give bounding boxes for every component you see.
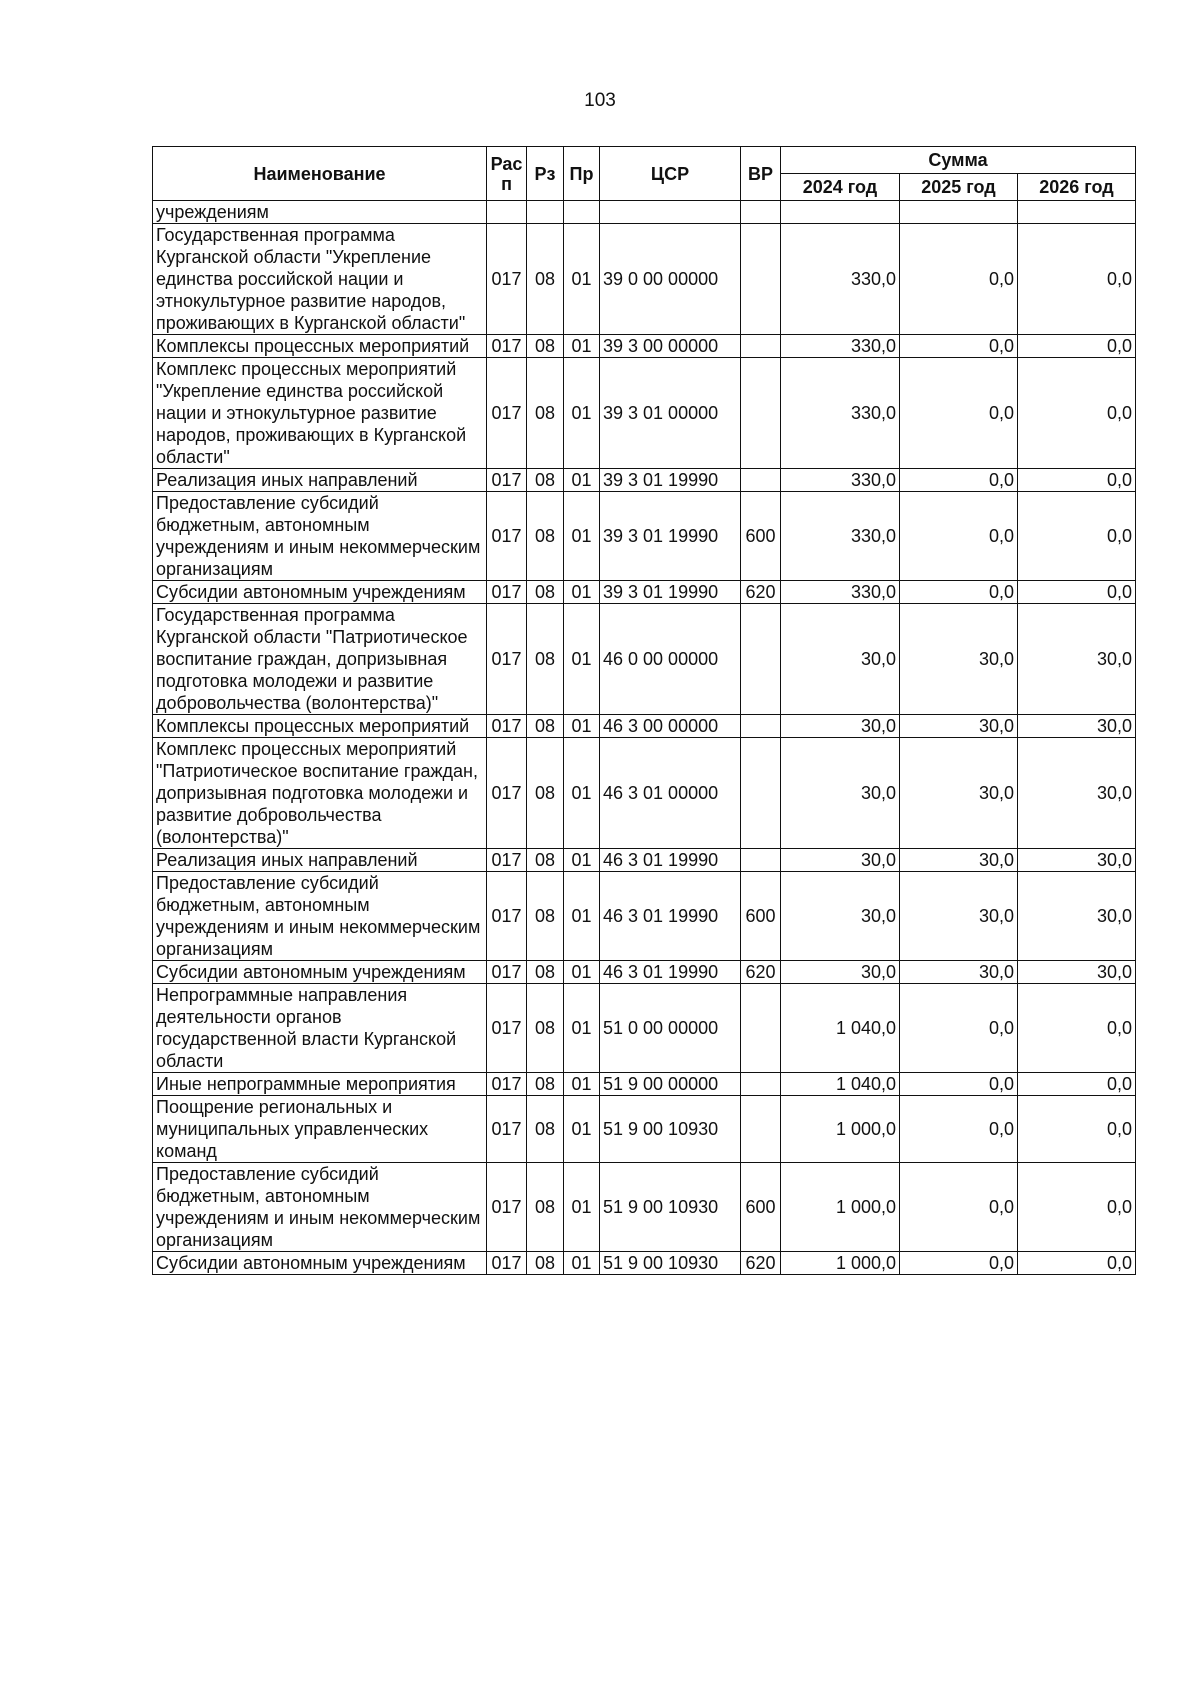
row-vr [741,715,781,738]
row-csr: 46 3 01 19990 [600,961,741,984]
row-rz: 08 [527,872,564,961]
row-vr [741,1073,781,1096]
header-sum: Сумма [781,147,1136,174]
row-2026: 0,0 [1018,335,1136,358]
row-rasp: 017 [487,1096,527,1163]
row-2024: 1 000,0 [781,1163,900,1252]
row-pr: 01 [564,492,600,581]
row-name: Комплексы процессных мероприятий [153,715,487,738]
row-rasp: 017 [487,1163,527,1252]
row-rz: 08 [527,961,564,984]
row-vr [741,201,781,224]
row-2024: 1 000,0 [781,1096,900,1163]
row-vr [741,469,781,492]
row-vr [741,224,781,335]
row-2025: 0,0 [900,984,1018,1073]
row-2026: 30,0 [1018,715,1136,738]
row-name: Комплекс процессных мероприятий "Патриотическое воспитание граждан, допризывная подготовка молодежи и развитие добровольчества (волонтерства)" [153,738,487,849]
row-2026: 30,0 [1018,872,1136,961]
row-vr: 600 [741,872,781,961]
row-rz: 08 [527,1163,564,1252]
row-pr: 01 [564,581,600,604]
row-2024: 30,0 [781,872,900,961]
row-2024: 330,0 [781,335,900,358]
row-rz [527,201,564,224]
row-2024: 30,0 [781,604,900,715]
table-row [153,1252,1136,1275]
row-rasp: 017 [487,492,527,581]
row-2026: 30,0 [1018,738,1136,849]
row-vr [741,738,781,849]
row-2024 [781,201,900,224]
row-vr [741,335,781,358]
row-rz: 08 [527,738,564,849]
table-row [153,224,1136,335]
table-row [153,201,1136,224]
row-2024: 1 040,0 [781,1073,900,1096]
row-2025: 0,0 [900,469,1018,492]
row-rasp: 017 [487,738,527,849]
table-row [153,604,1136,715]
row-rz: 08 [527,1073,564,1096]
table-header [153,147,1136,201]
header-2024: 2024 год [781,174,900,201]
row-name: Субсидии автономным учреждениям [153,961,487,984]
row-vr: 600 [741,1163,781,1252]
row-2024: 30,0 [781,849,900,872]
row-csr: 39 3 01 19990 [600,581,741,604]
row-2024: 330,0 [781,469,900,492]
row-csr: 46 3 01 19990 [600,849,741,872]
row-name: Поощрение региональных и муниципальных управленческих команд [153,1096,487,1163]
row-2026: 0,0 [1018,469,1136,492]
row-rz: 08 [527,1252,564,1275]
row-pr: 01 [564,1163,600,1252]
row-2026: 30,0 [1018,849,1136,872]
table-row [153,849,1136,872]
row-pr: 01 [564,604,600,715]
header-vr: ВР [741,147,781,201]
row-2025: 0,0 [900,492,1018,581]
row-rasp: 017 [487,849,527,872]
row-2026: 0,0 [1018,492,1136,581]
table-body [153,201,1136,1275]
row-name: Предоставление субсидий бюджетным, автономным учреждениям и иным некоммерческим организациям [153,492,487,581]
row-rasp: 017 [487,604,527,715]
row-rasp: 017 [487,581,527,604]
table-row [153,715,1136,738]
row-2025: 30,0 [900,604,1018,715]
row-name: Государственная программа Курганской области "Патриотическое воспитание граждан, допризывная подготовка молодежи и развитие добровольчества (волонтерства)" [153,604,487,715]
row-vr: 620 [741,581,781,604]
row-name: Субсидии автономным учреждениям [153,1252,487,1275]
row-pr: 01 [564,738,600,849]
row-2025 [900,201,1018,224]
row-2026: 30,0 [1018,604,1136,715]
row-csr: 46 3 01 00000 [600,738,741,849]
row-rz: 08 [527,492,564,581]
row-pr: 01 [564,715,600,738]
row-rasp: 017 [487,872,527,961]
row-2025: 0,0 [900,1163,1018,1252]
row-rz: 08 [527,604,564,715]
header-name: Наименование [153,147,487,201]
row-vr [741,849,781,872]
row-csr: 39 3 01 19990 [600,469,741,492]
row-vr [741,984,781,1073]
row-2026: 0,0 [1018,358,1136,469]
row-rasp: 017 [487,1252,527,1275]
row-pr [564,201,600,224]
table-row [153,335,1136,358]
row-2024: 330,0 [781,224,900,335]
row-2025: 30,0 [900,872,1018,961]
row-2024: 330,0 [781,358,900,469]
row-csr: 46 3 01 19990 [600,872,741,961]
row-csr: 39 3 00 00000 [600,335,741,358]
row-rz: 08 [527,984,564,1073]
row-csr: 39 0 00 00000 [600,224,741,335]
table-row [153,1073,1136,1096]
row-2025: 0,0 [900,1073,1018,1096]
row-pr: 01 [564,469,600,492]
row-csr: 46 3 00 00000 [600,715,741,738]
row-2026: 0,0 [1018,1073,1136,1096]
row-rasp: 017 [487,469,527,492]
row-rz: 08 [527,1096,564,1163]
row-name: Непрограммные направления деятельности органов государственной власти Курганской области [153,984,487,1073]
row-2026: 0,0 [1018,224,1136,335]
row-rz: 08 [527,358,564,469]
row-rasp: 017 [487,335,527,358]
row-2025: 30,0 [900,738,1018,849]
row-2025: 0,0 [900,335,1018,358]
row-vr [741,358,781,469]
row-2026: 0,0 [1018,1096,1136,1163]
row-2024: 1 040,0 [781,984,900,1073]
row-csr: 51 0 00 00000 [600,984,741,1073]
row-name: Комплекс процессных мероприятий "Укрепление единства российской нации и этнокультурное развитие народов, проживающих в Курганской области" [153,358,487,469]
row-2026: 0,0 [1018,1252,1136,1275]
row-2026: 30,0 [1018,961,1136,984]
row-name: Иные непрограммные мероприятия [153,1073,487,1096]
row-name: Реализация иных направлений [153,849,487,872]
row-csr: 39 3 01 00000 [600,358,741,469]
row-2024: 1 000,0 [781,1252,900,1275]
row-2024: 30,0 [781,738,900,849]
row-vr: 620 [741,961,781,984]
row-rasp: 017 [487,358,527,469]
row-2024: 30,0 [781,715,900,738]
row-pr: 01 [564,224,600,335]
row-2025: 30,0 [900,849,1018,872]
row-name: учреждениям [153,201,487,224]
row-2026 [1018,201,1136,224]
row-2025: 30,0 [900,961,1018,984]
row-name: Комплексы процессных мероприятий [153,335,487,358]
row-rz: 08 [527,715,564,738]
row-2025: 0,0 [900,358,1018,469]
row-name: Субсидии автономным учреждениям [153,581,487,604]
row-2026: 0,0 [1018,581,1136,604]
table-row [153,984,1136,1073]
table-row [153,492,1136,581]
table-row [153,961,1136,984]
row-pr: 01 [564,1096,600,1163]
header-2026: 2026 год [1018,174,1136,201]
row-vr: 600 [741,492,781,581]
header-csr: ЦСР [600,147,741,201]
row-vr [741,1096,781,1163]
row-pr: 01 [564,1252,600,1275]
header-rz: Рз [527,147,564,201]
table-row [153,1096,1136,1163]
row-rz: 08 [527,849,564,872]
header-2025: 2025 год [900,174,1018,201]
row-2024: 330,0 [781,581,900,604]
row-pr: 01 [564,872,600,961]
row-csr: 51 9 00 00000 [600,1073,741,1096]
table-row [153,738,1136,849]
row-rasp: 017 [487,1073,527,1096]
row-2026: 0,0 [1018,984,1136,1073]
row-2025: 0,0 [900,581,1018,604]
table-row [153,1163,1136,1252]
row-2026: 0,0 [1018,1163,1136,1252]
page-number: 103 [584,90,616,111]
row-rasp [487,201,527,224]
row-rz: 08 [527,581,564,604]
row-csr: 39 3 01 19990 [600,492,741,581]
budget-table [152,146,1136,1275]
row-rasp: 017 [487,224,527,335]
table-row [153,581,1136,604]
row-pr: 01 [564,849,600,872]
row-csr: 51 9 00 10930 [600,1252,741,1275]
row-rasp: 017 [487,984,527,1073]
row-vr [741,604,781,715]
row-rz: 08 [527,469,564,492]
row-2025: 0,0 [900,224,1018,335]
row-2025: 0,0 [900,1252,1018,1275]
table-row [153,358,1136,469]
row-vr: 620 [741,1252,781,1275]
row-2024: 30,0 [781,961,900,984]
row-csr [600,201,741,224]
row-rz: 08 [527,335,564,358]
row-rasp: 017 [487,715,527,738]
row-csr: 46 0 00 00000 [600,604,741,715]
row-csr: 51 9 00 10930 [600,1163,741,1252]
row-pr: 01 [564,984,600,1073]
row-rasp: 017 [487,961,527,984]
row-name: Предоставление субсидий бюджетным, автономным учреждениям и иным некоммерческим организациям [153,872,487,961]
row-2025: 30,0 [900,715,1018,738]
header-pr: Пр [564,147,600,201]
row-name: Государственная программа Курганской области "Укрепление единства российской нации и этнокультурное развитие народов, проживающих в Курганской области" [153,224,487,335]
table-row [153,469,1136,492]
row-rz: 08 [527,224,564,335]
row-2025: 0,0 [900,1096,1018,1163]
table-row [153,872,1136,961]
row-pr: 01 [564,335,600,358]
row-pr: 01 [564,1073,600,1096]
row-name: Реализация иных направлений [153,469,487,492]
row-csr: 51 9 00 10930 [600,1096,741,1163]
row-2024: 330,0 [781,492,900,581]
row-pr: 01 [564,358,600,469]
row-pr: 01 [564,961,600,984]
header-rasp: Рас п [487,147,527,201]
row-name: Предоставление субсидий бюджетным, автономным учреждениям и иным некоммерческим организациям [153,1163,487,1252]
